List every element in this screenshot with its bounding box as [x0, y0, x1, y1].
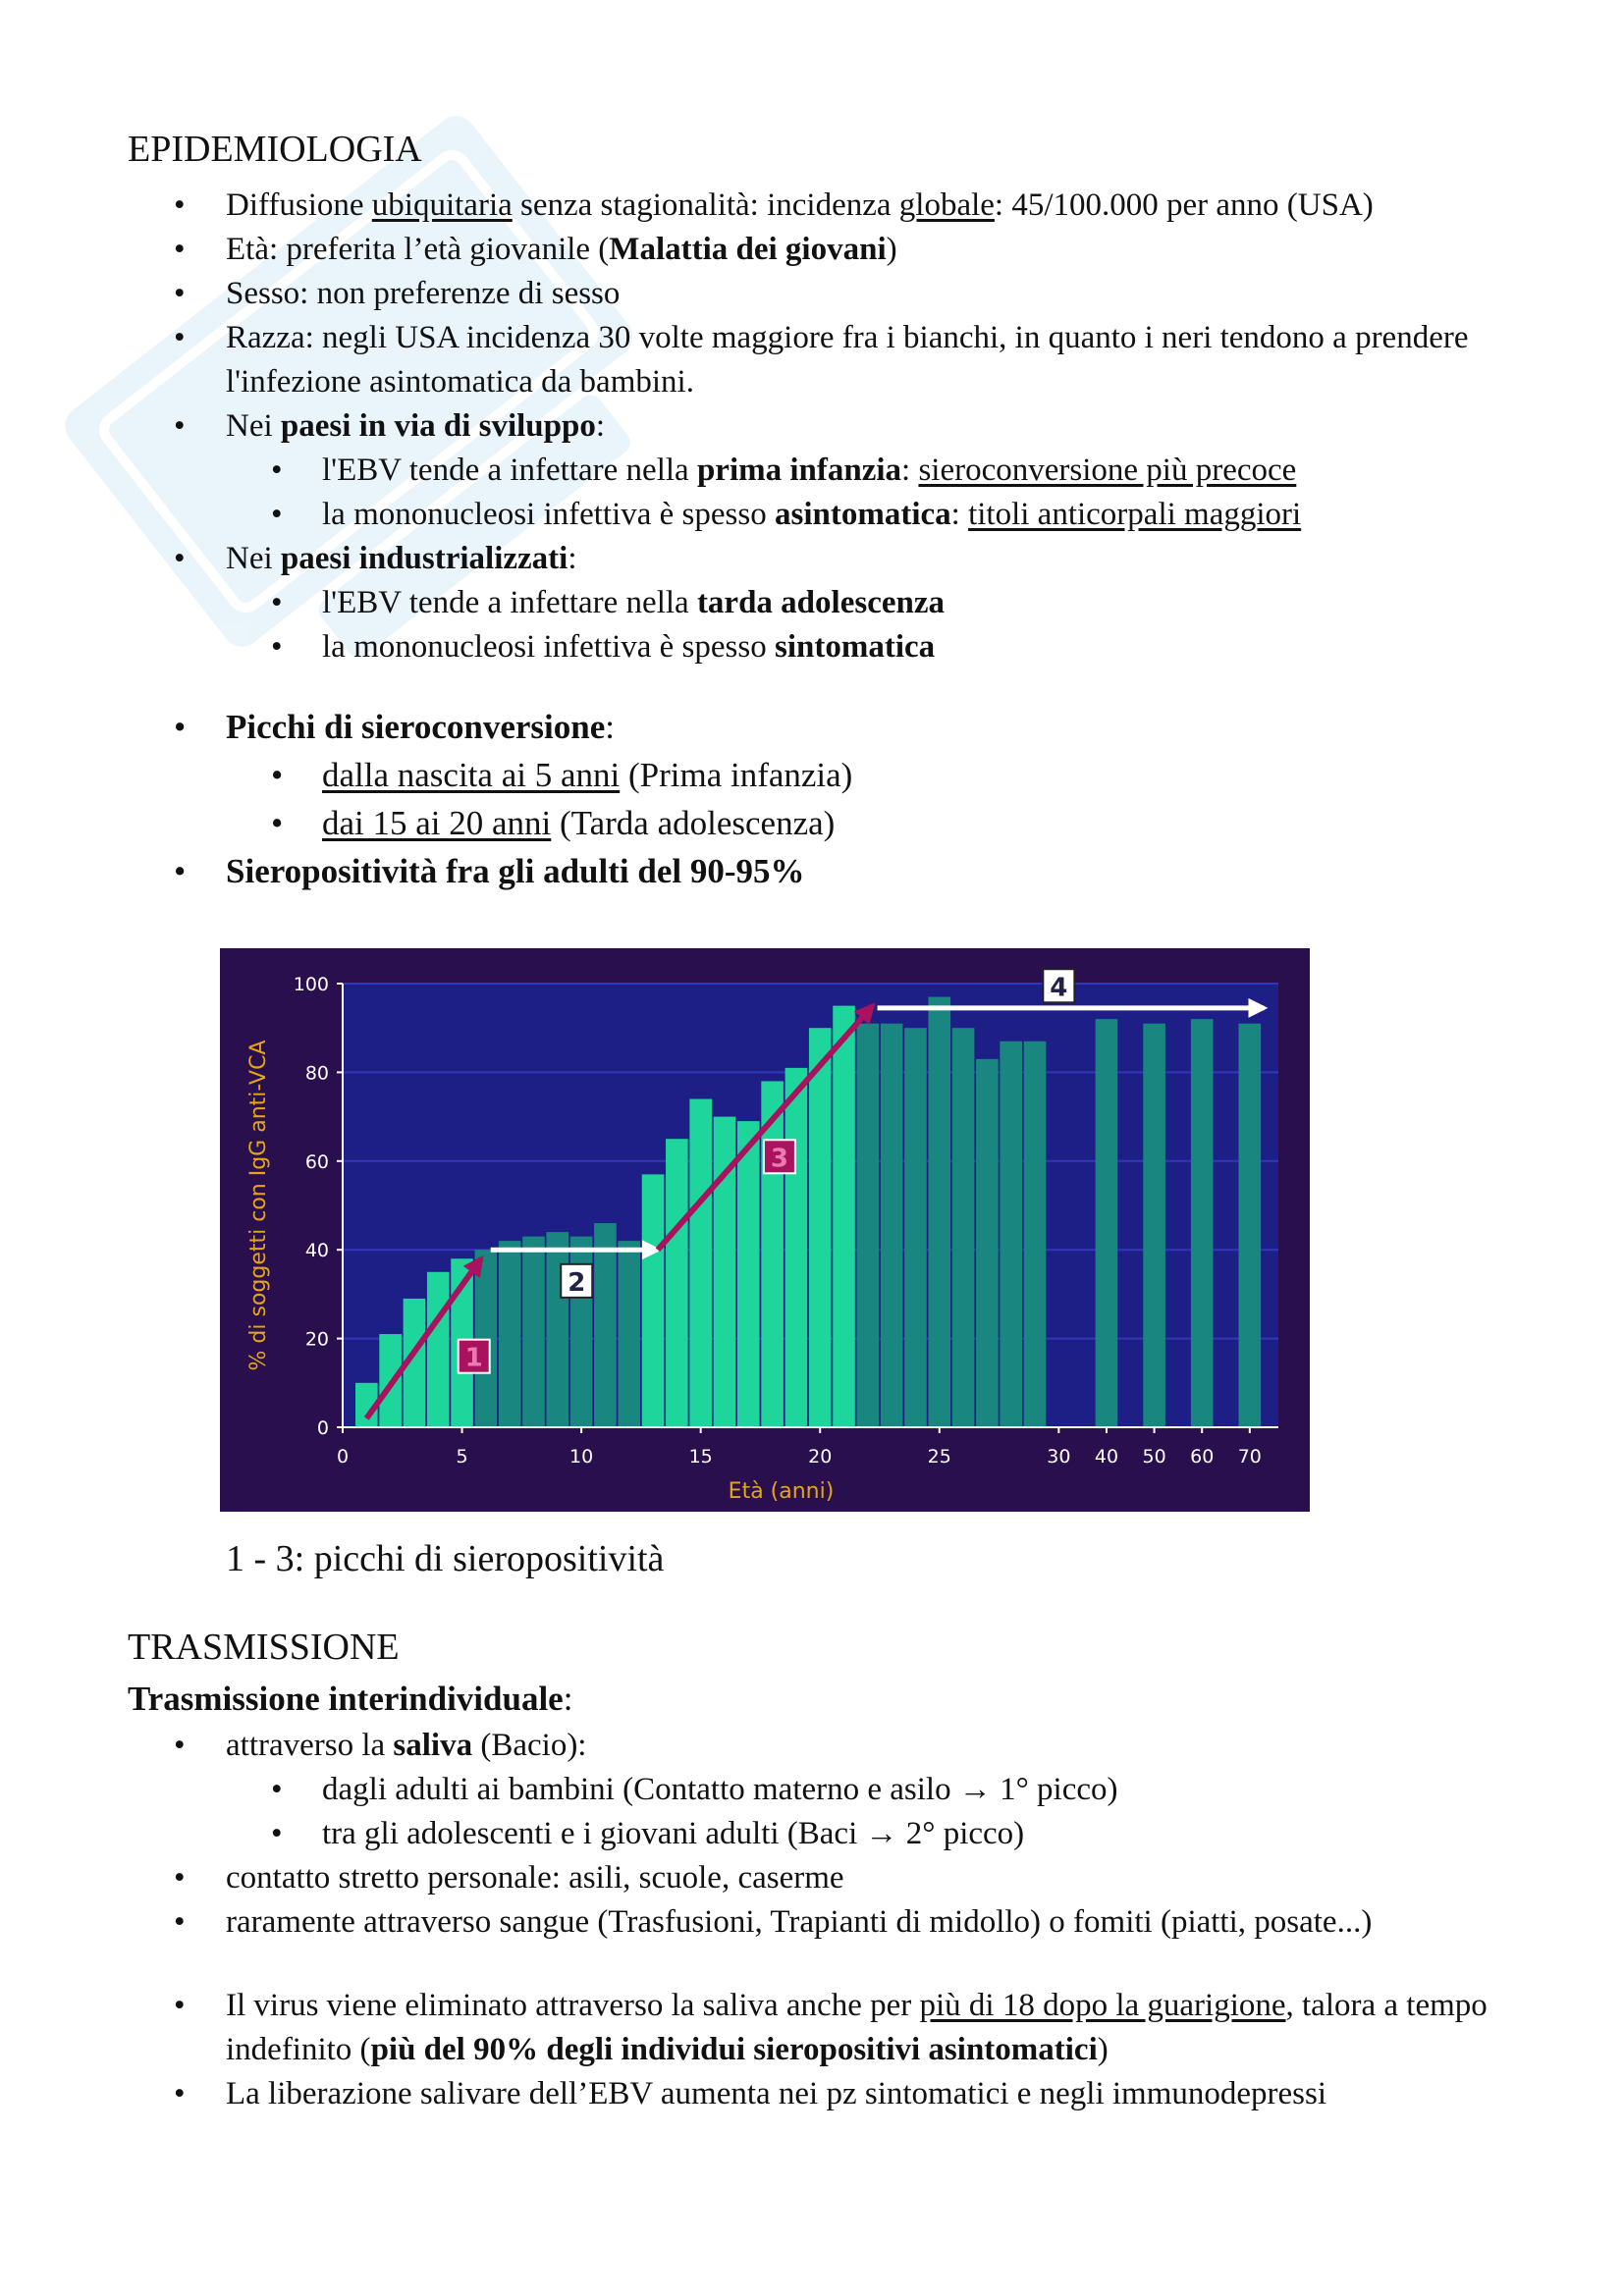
- sub-list: [226, 751, 1522, 847]
- list-item: • contatto stretto personale: asili, scuole, caserme: [128, 1856, 1522, 1900]
- chart-bar: [499, 1242, 521, 1428]
- chart-svg: [220, 948, 1310, 1512]
- chart-x-tick-label: 20: [808, 1446, 833, 1468]
- list-item: • Sesso: non preferenze di sesso: [128, 272, 1522, 316]
- chart-bar: [809, 1029, 832, 1428]
- chart-bar: [1239, 1024, 1262, 1427]
- chart-bar: [1024, 1041, 1047, 1427]
- chart-bar: [522, 1237, 545, 1427]
- list-item: • Il virus viene eliminato attraverso la saliva anche per più di 18 dopo la guarigione, talora a tempo indefinito (più del 90% degli individui sieropositivi asintomatici): [128, 1984, 1522, 2072]
- chart-bar: [594, 1223, 617, 1427]
- list-item: • La liberazione salivare dell’EBV aumenta nei pz sintomatici e negli immunodepressi: [128, 2072, 1522, 2116]
- list-item: • Picchi di sieroconversione: • dalla nascita ai 5 anni (Prima infanzia) • dai 15 ai 20 anni (Tarda adolescenza): [128, 703, 1522, 847]
- page-content: [128, 126, 1522, 2116]
- list-item: • raramente attraverso sangue (Trasfusioni, Trapianti di midollo) o fomiti (piatti, posate...): [128, 1900, 1522, 1945]
- chart-bar: [689, 1099, 712, 1427]
- chart-y-tick-label: 0: [316, 1417, 329, 1440]
- chart-bar: [1000, 1041, 1022, 1427]
- sub-list: [226, 1768, 1522, 1856]
- list-item: • Razza: negli USA incidenza 30 volte maggiore fra i bianchi, in quanto i neri tendono a prendere l'infezione asintomatica da bambini.: [128, 316, 1522, 404]
- seroconversion-list: [128, 703, 1522, 895]
- section-title-trasmissione: TRASMISSIONE: [128, 1627, 400, 1669]
- chart-annotation-label: 3: [770, 1144, 788, 1174]
- chart-x-tick-label: 10: [569, 1446, 594, 1468]
- chart-caption: 1 - 3: picchi di sieropositività: [226, 1538, 665, 1580]
- seropositivity-chart: [220, 948, 1310, 1512]
- chart-bar: [761, 1082, 784, 1428]
- list-item: • Età: preferita l’età giovanile (Malattia dei giovani): [128, 228, 1522, 272]
- chart-bar: [1191, 1020, 1214, 1428]
- chart-x-tick-label: 30: [1047, 1446, 1071, 1468]
- chart-x-tick-label: 5: [456, 1446, 468, 1468]
- sub-list-item: • la mononucleosi infettiva è spesso sintomatica: [128, 625, 1522, 669]
- transmission-list: [128, 1724, 1522, 1945]
- sub-list-item: • tra gli adolescenti e i giovani adulti (Baci → 2° picco): [128, 1812, 1522, 1856]
- list-item: • Diffusione ubiquitaria senza stagionalità: incidenza globale: 45/100.000 per anno (USA): [128, 184, 1522, 228]
- list-item: • Sieropositività fra gli adulti del 90-95%: [128, 847, 1522, 895]
- chart-annotation-label: 4: [1050, 973, 1068, 1003]
- sub-list: [226, 581, 1522, 669]
- subheading-trasmissione-interindividuale: Trasmissione interindividuale:: [128, 1679, 573, 1718]
- chart-bar: [666, 1140, 688, 1428]
- chart-bar: [475, 1251, 498, 1428]
- chart-bar: [1143, 1024, 1165, 1427]
- chart-bar: [546, 1233, 568, 1428]
- list-item: • attraverso la saliva (Bacio): • dagli adulti ai bambini (Contatto materno e asilo → 1° picco) • tra gli adolescenti e i giovani adulti (Baci → 2° picco): [128, 1724, 1522, 1856]
- chart-bar: [857, 1024, 880, 1427]
- chart-x-tick-label: 25: [927, 1446, 951, 1468]
- chart-x-axis-label: Età (anni): [728, 1479, 835, 1505]
- chart-annotation-label: 2: [568, 1268, 586, 1299]
- chart-y-tick-label: 60: [304, 1151, 329, 1174]
- chart-x-tick-label: 40: [1094, 1446, 1119, 1468]
- chart-x-tick-label: 15: [688, 1446, 713, 1468]
- chart-y-tick-label: 20: [304, 1328, 329, 1351]
- sub-list-item: • dai 15 ai 20 anni (Tarda adolescenza): [128, 799, 1522, 847]
- chart-bar: [1096, 1020, 1118, 1428]
- list-item: • Nei paesi in via di sviluppo: • l'EBV tende a infettare nella prima infanzia: sieroconversione più precoce • la mononucleosi infettiva è spesso asintomatica: titoli anticorpali maggiori: [128, 404, 1522, 537]
- sub-list-item: • dagli adulti ai bambini (Contatto materno e asilo → 1° picco): [128, 1768, 1522, 1812]
- chart-x-tick-label: 70: [1237, 1446, 1262, 1468]
- chart-bar: [642, 1175, 665, 1428]
- chart-bar: [618, 1242, 640, 1428]
- chart-x-tick-label: 60: [1190, 1446, 1215, 1468]
- sub-list-item: • l'EBV tende a infettare nella tarda adolescenza: [128, 581, 1522, 625]
- chart-bar: [952, 1029, 975, 1428]
- sub-list-item: • l'EBV tende a infettare nella prima infanzia: sieroconversione più precoce: [128, 449, 1522, 493]
- sub-list: [226, 449, 1522, 537]
- chart-x-tick-label: 50: [1142, 1446, 1166, 1468]
- sub-list-item: • dalla nascita ai 5 anni (Prima infanzia): [128, 751, 1522, 799]
- chart-bar: [881, 1024, 903, 1427]
- chart-bar: [427, 1272, 450, 1427]
- list-item: • Nei paesi industrializzati: • l'EBV tende a infettare nella tarda adolescenza • la mononucleosi infettiva è spesso sintomatica: [128, 537, 1522, 669]
- chart-bar: [904, 1029, 927, 1428]
- chart-bar: [976, 1059, 999, 1427]
- chart-y-tick-label: 40: [304, 1240, 329, 1262]
- sub-list-item: • la mononucleosi infettiva è spesso asintomatica: titoli anticorpali maggiori: [128, 493, 1522, 537]
- section-title-epidemiologia: EPIDEMIOLOGIA: [128, 129, 422, 170]
- chart-bar: [928, 997, 950, 1427]
- chart-bar: [833, 1006, 855, 1427]
- chart-y-tick-label: 100: [293, 974, 329, 996]
- chart-y-tick-label: 80: [304, 1062, 329, 1085]
- chart-x-tick-label: 0: [336, 1446, 350, 1468]
- chart-annotation-label: 1: [464, 1344, 483, 1374]
- chart-bar: [737, 1122, 760, 1428]
- epidemiology-list: [128, 184, 1522, 669]
- virus-shedding-list: [128, 1984, 1522, 2116]
- chart-bar: [785, 1068, 808, 1427]
- chart-y-axis-label: % di soggetti con IgG anti-VCA: [246, 1040, 271, 1371]
